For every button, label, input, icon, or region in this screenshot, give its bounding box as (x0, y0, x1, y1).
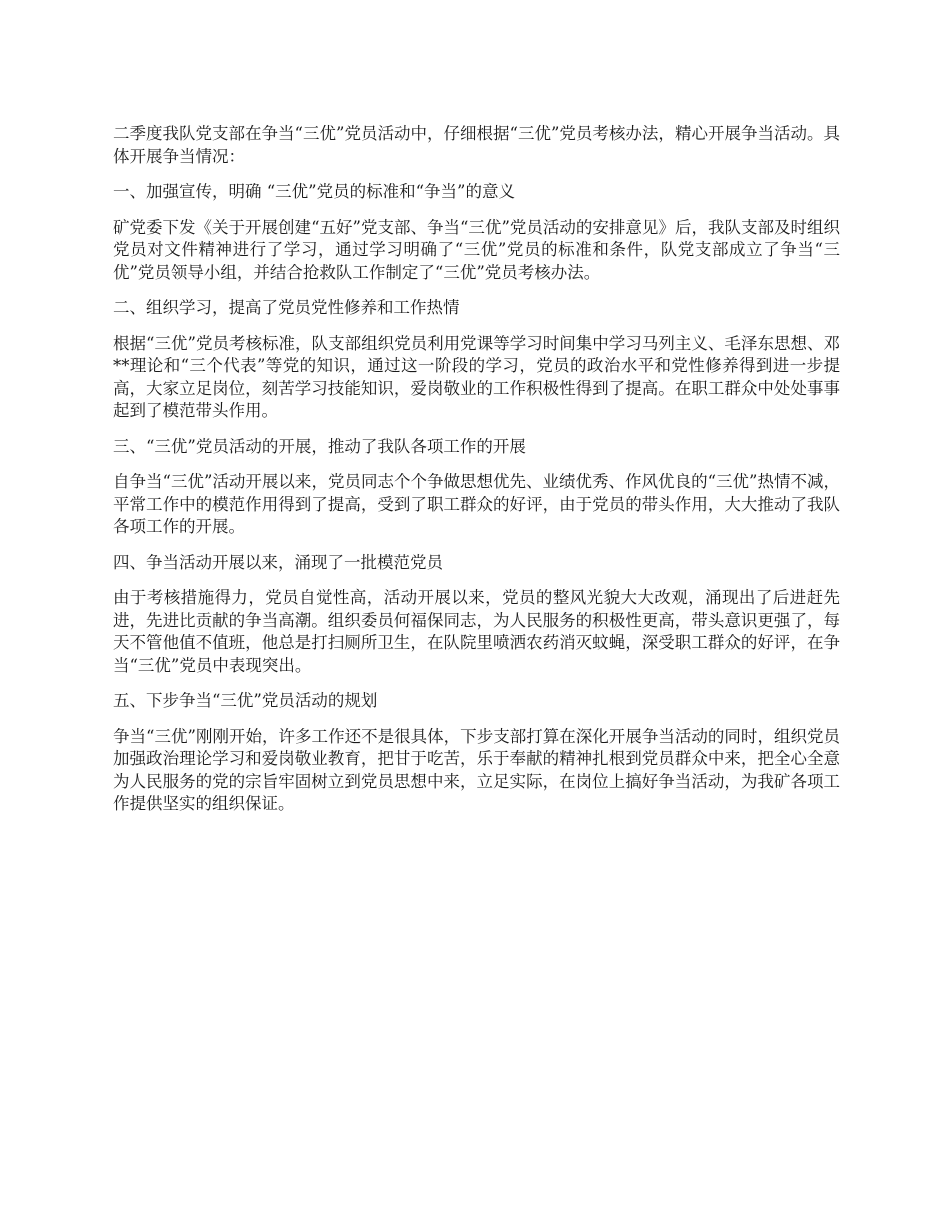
section-heading-1: 一、加强宣传，明确 “三优”党员的标准和“争当”的意义 (113, 182, 515, 201)
section-heading-4: 四、争当活动开展以来，涌现了一批模范党员 (113, 552, 443, 572)
intro-paragraph: 二季度我队党支部在争当“三优”党员活动中，仔细根据“三优”党员考核办法，精心开展争当活动。具体开展争当情况： (113, 124, 840, 166)
document-body (113, 123, 840, 829)
section-paragraph-3: 自争当“三优”活动开展以来，党员同志个个争做思想优先、业绩优秀、作风优良的“三优”热情不减，平常工作中的模范作用得到了提高，受到了职工群众的好评，由于党员的带头作用，大大推动了我队各项工作的开展。 (113, 472, 840, 536)
section-paragraph-4: 由于考核措施得力，党员自觉性高，活动开展以来，党员的整风光貌大大改观，涌现出了后进赶先进，先进比贡献的争当高潮。组织委员何福保同志，为人民服务的积极性更高，带头意识更强了，每天不管他值不值班，他总是打扫厕所卫生，在队院里喷洒农药消灭蚊蝇，深受职工群众的好评，在争当“三优”党员中表现突出。 (113, 588, 840, 675)
section-paragraph-2: 根据“三优”党员考核标准，队支部组织党员利用党课等学习时间集中学习马列主义、毛泽东思想、邓**理论和“三个代表”等党的知识，通过这一阶段的学习，党员的政治水平和党性修养得到进一步提高，大家立足岗位，刻苦学习技能知识，爱岗敬业的工作积极性得到了提高。在职工群众中处处事事起到了模范带头作用。 (113, 333, 840, 420)
section-heading-3: 三、“三优”党员活动的开展，推动了我队各项工作的开展 (113, 436, 526, 456)
section-heading-5: 五、下步争当“三优”党员活动的规划 (113, 691, 378, 710)
section-paragraph-1: 矿党委下发《关于开展创建“五好”党支部、争当“三优”党员活动的安排意见》后，我队支部及时组织党员对文件精神进行了学习，通过学习明确了“三优”党员的标准和条件，队党支部成立了争当“三优”党员领导小组，并结合抢救队工作制定了“三优”党员考核办法。 (113, 217, 840, 282)
section-heading-2: 二、组织学习，提高了党员党性修养和工作热情 (113, 298, 460, 317)
section-paragraph-5: 争当“三优”刚刚开始，许多工作还不是很具体，下步支部打算在深化开展争当活动的同时，组织党员加强政治理论学习和爱岗敬业教育，把甘于吃苦，乐于奉献的精神扎根到党员群众中来，把全心全意为人民服务的党的宗旨牢固树立到党员思想中来，立足实际，在岗位上搞好争当活动，为我矿各项工作提供坚实的组织保证。 (113, 726, 840, 813)
